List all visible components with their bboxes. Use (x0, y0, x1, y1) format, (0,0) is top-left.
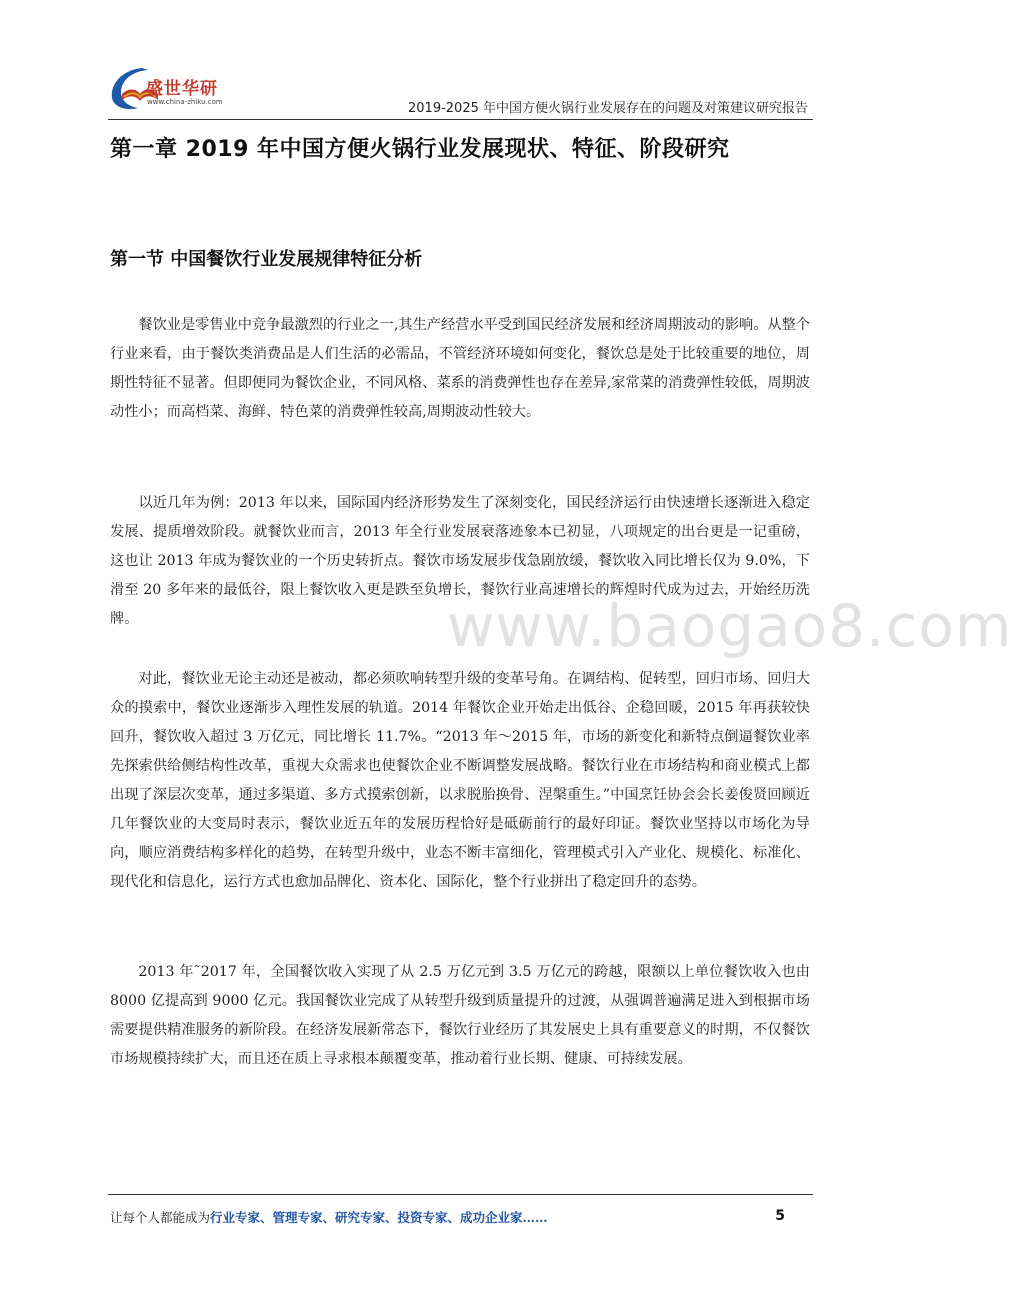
page-number: 5 (775, 1208, 785, 1224)
brand-name: 盛世华研 (146, 79, 218, 99)
report-title: 2019-2025 年中国方便火锅行业发展存在的问题及对策建议研究报告 (408, 101, 808, 116)
paragraph: 餐饮业是零售业中竞争最激烈的行业之一,其生产经营水平受到国民经济发展和经济周期波动的影响。从整个行业来看，由于餐饮类消费品是人们生活的必需品，不管经济环境如何变化，餐饮总是处于比较重要的地位，周期性特征不显著。但即便同为餐饮企业，不同风格、菜系的消费弹性也存在差异,家常菜的消费弹性较低，周期波动性小；而高档菜、海鲜、特色菜的消费弹性较高,周期波动性较大。 (110, 317, 810, 420)
footer-highlight: 行业专家、管理专家、研究专家、投资专家、成功企业家…… (210, 1210, 548, 1225)
footer-prefix: 让每个人都能成为 (110, 1210, 211, 1225)
logo-swoosh-blue (112, 68, 148, 109)
footer-divider (108, 1194, 813, 1195)
paragraph: 2013 年˜2017 年，全国餐饮收入实现了从 2.5 万亿元到 3.5 万亿元的跨越，限额以上单位餐饮收入也由 8000 亿提高到 9000 亿元。我国餐饮业完成了从转型升级到质量提升的过渡，从强调普遍满足进入到根据市场需要提供精准服务的新阶段。在经济发展新常态下，餐饮行业经历了其发展史上具有重要意义的时期，不仅餐饮市场规模持续扩大，而且还在质上寻求根本颠覆变革，推动着行业长期、健康、可持续发展。 (110, 964, 810, 1067)
header-divider (108, 119, 813, 120)
paragraph: 以近几年为例：2013 年以来，国际国内经济形势发生了深刻变化，国民经济运行由快速增长逐渐进入稳定发展、提质增效阶段。就餐饮业而言，2013 年全行业发展衰落迹象本已初显，八项规定的出台更是一记重磅，这也让 2013 年成为餐饮业的一个历史转折点。餐饮市场发展步伐急剧放缓，餐饮收入同比增长仅为 9.0%，下滑至 20 多年来的最低谷，限上餐饮收入更是跌至负增长，餐饮行业高速增长的辉煌时代成为过去，开始经历洗牌。 (110, 495, 810, 627)
chapter-title: 第一章 2019 年中国方便火锅行业发展现状、特征、阶段研究 (110, 137, 730, 162)
brand-url: www.china-zhiku.com (147, 98, 223, 106)
paragraph: 对此，餐饮业无论主动还是被动，都必须吹响转型升级的变革号角。在调结构、促转型，回归市场、回归大众的摸索中，餐饮业逐渐步入理性发展的轨道。2014 年餐饮企业开始走出低谷、企稳回暖，2015 年再获较快回升，餐饮收入超过 3 万亿元，同比增长 11.7%。“2013 年～2015 年，市场的新变化和新特点倒逼餐饮业率先探索供给侧结构性改革，重视大众需求也使餐饮企业不断调整发展战略。餐饮行业在市场结构和商业模式上都出现了深层次变革，通过多渠道、多方式摸索创新，以求脱胎换骨、涅槃重生。”中国烹饪协会会长姜俊贤回顾近几年餐饮业的大变局时表示，餐饮业近五年的发展历程恰好是砥砺前行的最好印证。餐饮业坚持以市场化为导向，顺应消费结构多样化的趋势，在转型升级中，业态不断丰富细化，管理模式引入产业化、规模化、标准化、现代化和信息化，运行方式也愈加品牌化、资本化、国际化，整个行业拼出了稳定回升的态势。 (110, 671, 810, 890)
footer-slogan (110, 1208, 548, 1226)
watermark: www.baogao8.com (447, 592, 1012, 660)
section-title: 第一节 中国餐饮行业发展规律特征分析 (110, 249, 423, 270)
